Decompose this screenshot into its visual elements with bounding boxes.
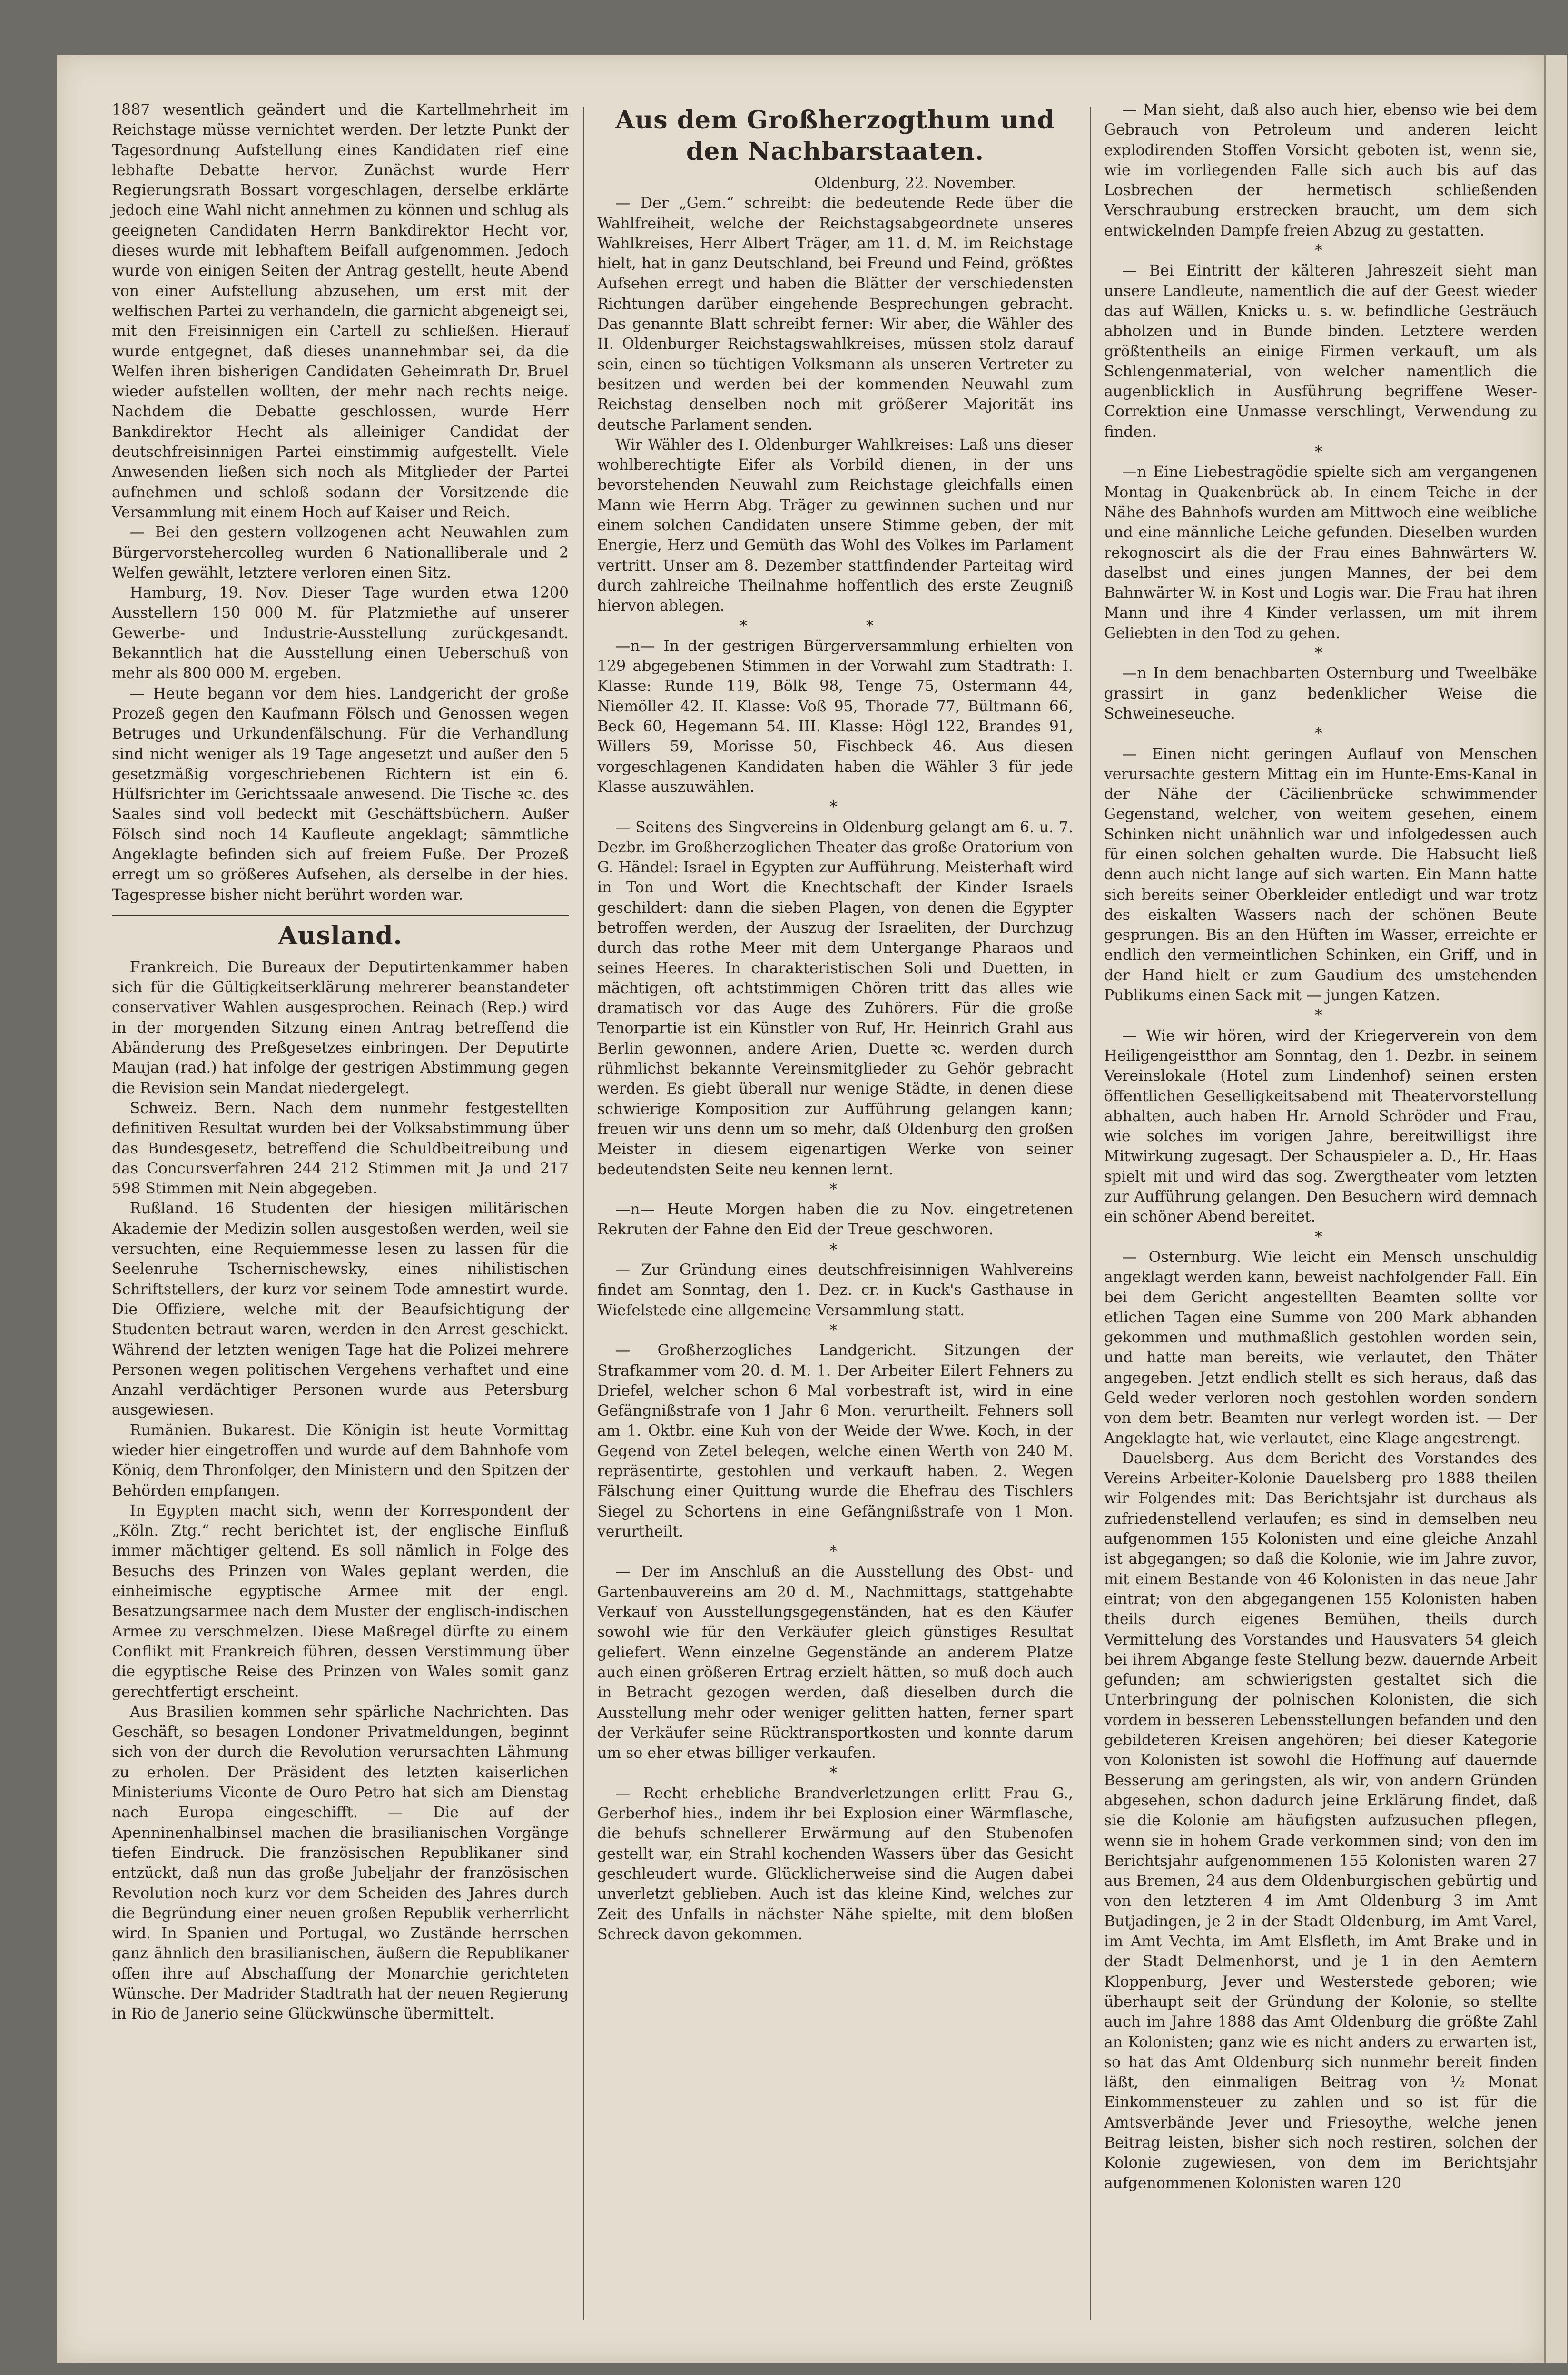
article-paragraph: — Wie wir hören, wird der Kriegerverein von dem Heiligengeistthor am Sonntag, den 1. Dezbr. in seinem Vereinslokale (Hotel zum Lindenhof) seinen ersten öffentlichen Geselligkeitsabend mit Theatervorstellung abhalten, auch haben Hr. Arnold Schröder und Frau, wie solches im vorigen Jahre, bereitwilligst ihre Mitwirkung zugesagt. Der Schauspieler a. D., Hr. Haas spielt mit und wird das sog. Zwergtheater vom letzten zur Aufführung gelangen. Den Besuchern wird demnach ein schöner Abend bereitet. [1104,1027,1537,1226]
newspaper-page [57,55,1544,2363]
article-paragraph: —n— Heute Morgen haben die zu Nov. eingetretenen Rekruten der Fahne den Eid der Treue geschworen. [597,1201,1073,1239]
article-paragraph: — Zur Gründung eines deutschfreisinnigen Wahlvereins findet am Sonntag, den 1. Dez. cr. in Kuck's Gasthause in Wiefelstede eine allgemeine Versammlung statt. [597,1261,1073,1319]
column-right [1104,100,1537,2317]
article-paragraph: —n In dem benachbarten Osternburg und Tweelbäke grassirt in ganz bedenklicher Weise die Schweineseuche. [1104,665,1537,722]
article-paragraph: — Heute begann vor dem hies. Landgericht der große Prozeß gegen den Kaufmann Fölsch und Genossen wegen Betruges und Urkundenfälschung. Für die Verhandlung sind nicht weniger als 19 Tage angesetzt und außer den 5 gesetzmäßig vorgeschriebenen Richtern ist ein 6. Hülfsrichter im Gerichtssaale anwesend. Die Tische ꝛc. des Saales sind voll bedeckt mit Geschäftsbüchern. Außer Fölsch sind noch 14 Kaufleute angeklagt; sämmtliche Angeklagte befinden sich auf freiem Fuße. Der Prozeß erregt um so größeres Aufsehen, als derselbe in der hies. Tagespresse bisher nicht berührt worden war. [112,685,569,904]
separator-star: * [829,1241,841,1259]
column-rule [583,107,584,2320]
separator-star: * [829,1764,841,1782]
separator-star: * [1315,242,1326,260]
separator-star: * [1315,1228,1326,1246]
separator-star: * [829,1543,841,1561]
article-paragraph: — Der im Anschluß an die Ausstellung des Obst- und Gartenbauvereins am 20 d. M., Nachmittags, stattgehabte Verkauf von Ausstellungsgegenständen, hat es den Käufer sowohl wie für den Verkäufer gleich günstiges Resultat geliefert. Wenn einzelne Gegenstände an anderem Platze auch einen größeren Ertrag erzielt hätten, so muß doch auch in Betracht gezogen werden, daß dieselben durch die Ausstellung mehr oder weniger gelitten hatten, ferner spart der Verkäufer seine Rücktransportkosten und konnte darum um so eher etwas billiger verkaufen. [597,1563,1073,1762]
section-divider [112,914,569,916]
article-paragraph: Rußland. 16 Studenten der hiesigen militärischen Akademie der Medizin sollen ausgestoßen werden, weil sie versuchten, eine Requiemmesse lesen zu lassen für die Seelenruhe Tschernischewsky, eines nihilistischen Schriftstellers, der kurz vor seinem Tode amnestirt wurde. Die Offiziere, welche mit der Beaufsichtigung der Studenten betraut waren, werden in den Arrest geschickt. Während der letzten wenigen Tage hat die Polizei mehrere Personen wegen politischen Vergehens verhaftet und eine Anzahl verdächtiger Personen wurde aus Petersburg ausgewiesen. [112,1200,569,1419]
separator-stars: * * [740,617,931,635]
article-paragraph: 1887 wesentlich geändert und die Kartellmehrheit im Reichstage müsse vernichtet werden. Der letzte Punkt der Tagesordnung Aufstellung eines Kandidaten rief eine lebhafte Debatte hervor. Zunächst wurde Herr Regierungsrath Bossart vorgeschlagen, derselbe erklärte jedoch eine Wahl nicht annehmen zu können und schlug als geeigneten Candidaten Herrn Bankdirektor Hecht vor, dieses wurde mit lebhaftem Beifall aufgenommen. Jedoch wurde von einigen Seiten der Antrag gestellt, heute Abend von einer Aufstellung abzusehen, um erst mit der welfischen Partei zu verhandeln, die garnicht abgeneigt sei, mit den Freisinnigen ein Cartell zu schließen. Hierauf wurde entgegnet, daß dieses unannehmbar sei, da die Welfen ihren bisherigen Candidaten Geheimrath Dr. Bruel wieder aufstellen wollten, der mehr nach rechts neige. Nachdem die Debatte geschlossen, wurde Herr Bankdirektor Hecht als alleiniger Candidat der deutschfreisinnigen Partei einstimmig aufgestellt. Viele Anwesenden ließen sich noch als Mitglieder der Partei aufnehmen und schloß sodann der Vorsitzende die Versammlung mit einem Hoch auf Kaiser und Reich. [112,101,569,521]
page-edge [1544,55,1567,2363]
column-middle [597,100,1073,2317]
article-paragraph: — Großherzogliches Landgericht. Sitzungen der Strafkammer vom 20. d. M. 1. Der Arbeiter Eilert Fehners zu Driefel, welcher schon 6 Mal vorbestraft ist, wird in eine Gefängnißstrafe von 1 Jahr 6 Mon. verurtheilt. Fehners soll am 1. Oktbr. eine Kuh von der Weide der Wwe. Koch, in der Gegend von Zetel belegen, welche einen Werth von 240 M. repräsentirte, gestohlen und verkauft haben. 2. Wegen Fälschung einer Quittung wurde die Ehefrau des Tischlers Siegel zu Schortens in eine Gefängnißstrafe von 1 Mon. verurtheilt. [597,1342,1073,1540]
separator-star: * [1315,725,1326,743]
section-title-grossherzogthum: Aus dem Großherzogthum und den Nachbarstaaten. [615,106,1055,166]
article-paragraph: Aus Brasilien kommen sehr spärliche Nachrichten. Das Geschäft, so besagen Londoner Privatmeldungen, beginnt sich von der durch die Revolution verursachten Lähmung zu erholen. Der Präsident des letzten kaiserlichen Ministeriums Viconte de Ouro Petro hat sich am Dienstag nach Europa eingeschifft. — Die auf der Apenninenhalbinsel machen die brasilianischen Vorgänge tiefen Eindruck. Die französischen Republikaner sind entzückt, daß nun das große Jubeljahr der französischen Revolution noch kurz vor dem Scheiden des Jahres durch die Begründung einer neuen großen Republik verherrlicht wird. In Spanien und Portugal, wo Zustände herrschen ganz ähnlich den brasilianischen, äußern die Republikaner offen ihre auf Abschaffung der Monarchie gerichteten Wünsche. Der Madrider Stadtrath hat der neuen Regierung in Rio de Janerio seine Glückwünsche übermittelt. [112,1703,569,2023]
article-paragraph: In Egypten macht sich, wenn der Korrespondent der „Köln. Ztg.“ recht berichtet ist, der englische Einfluß immer mächtiger geltend. Es soll nämlich in Folge des Besuchs des Prinzen von Wales geplant werden, die einheimische egyptische Armee mit der engl. Besatzungsarmee nach dem Muster der englisch-indischen Armee zu verschmelzen. Diese Maßregel dürfte zu einem Conflikt mit Frankreich führen, dessen Verstimmung über die egyptische Reise des Prinzen von Wales somit ganz gerechtfertigt erscheint. [112,1502,569,1701]
article-paragraph: — Man sieht, daß also auch hier, ebenso wie bei dem Gebrauch von Petroleum und anderen leicht explodirenden Stoffen Vorsicht geboten ist, wenn sie, wie im vorliegenden Falle sich auch bis auf das Losbrechen der hermetisch schließenden Verschraubung erstrecken braucht, um dem sich entwickelnden Dampfe freien Abzug zu gestatten. [1104,101,1537,239]
article-paragraph: — Bei den gestern vollzogenen acht Neuwahlen zum Bürgervorstehercolleg wurden 6 Nationalliberale und 2 Welfen gewählt, letztere verloren einen Sitz. [112,524,569,581]
separator-star: * [829,798,841,816]
article-paragraph: Hamburg, 19. Nov. Dieser Tage wurden etwa 1200 Ausstellern 150 000 M. für Platzmiethe auf unserer Gewerbe- und Industrie-Ausstellung zurückgesandt. Bekanntlich hat die Ausstellung einen Ueberschuß von mehr als 800 000 M. ergeben. [112,584,569,682]
separator-star: * [829,1181,841,1198]
dateline: Oldenburg, 22. November. [814,175,1016,192]
article-paragraph: — Osternburg. Wie leicht ein Mensch unschuldig angeklagt werden kann, beweist nachfolgender Fall. Ein bei dem Gericht angestellten Beamten sollte vor etlichen Tagen eine Summe von 200 Mark abhanden gekommen und muthmaßlich gestohlen worden sein, und hatte man bereits, wie verlautet, den Thäter angegeben. Jetzt endlich stellt es sich heraus, daß das Geld weder verloren noch gestohlen worden sondern von dem betr. Beamten nur verlegt worden ist. — Der Angeklagte hat, wie verlautet, eine Klage angestrengt. [1104,1248,1537,1447]
article-paragraph: — Recht erhebliche Brandverletzungen erlitt Frau G., Gerberhof hies., indem ihr bei Explosion einer Wärmflasche, die behufs schnellerer Erwärmung auf den Stubenofen gestellt war, ein Strahl kochenden Wassers über das Gesicht geschleudert wurde. Glücklicherweise sind die Augen dabei unverletzt geblieben. Auch ist das kleine Kind, welches zur Zeit des Unfalls in nächster Nähe spielte, mit dem bloßen Schreck davon gekommen. [597,1784,1073,1943]
section-title-ausland: Ausland. [278,921,403,950]
separator-star: * [1315,645,1326,662]
article-paragraph: —n Eine Liebestragödie spielte sich am vergangenen Montag in Quakenbrück ab. In einem Teiche in der Nähe des Bahnhofs wurden am Mittwoch eine weibliche und eine männliche Leiche gefunden. Dieselben wurden rekognoscirt als die der Frau eines Bahnwärters W. daselbst und eines jungen Mannes, der bei dem Bahnwärter W. in Kost und Logis war. Die Frau hat ihren Mann und ihre 4 Kinder verlassen, um mit ihrem Geliebten in den Tod zu gehen. [1104,463,1537,642]
separator-star: * [1315,1007,1326,1025]
article-paragraph: — Bei Eintritt der kälteren Jahreszeit sieht man unsere Landleute, namentlich die auf der Geest wieder das auf Wällen, Knicks u. s. w. befindliche Gesträuch abholzen und in Bunde binden. Letztere werden größtentheils an einige Firmen verkauft, um als Schlengenmaterial, von welcher namentlich die augenblicklich in Ausführung begriffene Weser-Correktion eine Unmasse verschlingt, Verwendung zu finden. [1104,262,1537,441]
article-paragraph: Rumänien. Bukarest. Die Königin ist heute Vormittag wieder hier eingetroffen und wurde auf dem Bahnhofe vom König, dem Thronfolger, den Ministern und den Spitzen der Behörden empfangen. [112,1421,569,1499]
article-paragraph: Frankreich. Die Bureaux der Deputirtenkammer haben sich für die Gültigkeitserklärung mehrerer beanstandeter conservativer Wahlen ausgesprochen. Reinach (Rep.) wird in der morgenden Sitzung einen Antrag betreffend die Abänderung des Preßgesetzes einbringen. Der Deputirte Maujan (rad.) hat infolge der gestrigen Abstimmung gegen die Revision sein Mandat niedergelegt. [112,958,569,1097]
article-paragraph: — Seitens des Singvereins in Oldenburg gelangt am 6. u. 7. Dezbr. im Großherzoglichen Theater das große Oratorium von G. Händel: Israel in Egypten zur Aufführung. Meisterhaft wird in Ton und Wort die Knechtschaft der Kinder Israels geschildert: dann die sieben Plagen, von denen die Egypter betroffen werden, der Auszug der Israeliten, der Durchzug durch das rothe Meer mit dem Untergange Pharaos und seines Heeres. In charakteristischen Soli und Duetten, in mächtigen, oft achtstimmigen Chören tritt das alles wie dramatisch vor das Auge des Zuhörers. Für die große Tenorpartie ist ein Künstler von Ruf, Hr. Heinrich Grahl aus Berlin gewonnen, andere Arien, Duette ꝛc. werden durch rühmlichst bekannte Vereinsmitglieder zu Gehör gebracht werden. Es giebt überall nur wenige Städte, in denen diese schwierige Komposition zur Aufführung gelangen kann; freuen wir uns denn um so mehr, daß Oldenburg den großen Meister in diesem eigenartigen Werke von seiner bedeutendsten Seite neu kennen lernt. [597,818,1073,1178]
article-paragraph: Schweiz. Bern. Nach dem nunmehr festgestellten definitiven Resultat wurden bei der Volksabstimmung über das Bundesgesetz, betreffend die Schuldbeitreibung und das Concursverfahren 244 212 Stimmen mit Ja und 217 598 Stimmen mit Nein abgegeben. [112,1099,569,1198]
separator-star: * [1315,443,1326,461]
article-paragraph: Dauelsberg. Aus dem Bericht des Vorstandes des Vereins Arbeiter-Kolonie Dauelsberg pro 1888 theilen wir Folgendes mit: Das Berichtsjahr ist durchaus als zufriedenstellend verlaufen; es sind in demselben neu aufgenommen 155 Kolonisten und eine gleiche Anzahl ist abgegangen; so daß die Kolonie, wie im Jahre zuvor, mit einem Bestande von 46 Kolonisten in das neue Jahr eintrat; von den abgegangenen 155 Kolonisten haben theils durch eigenes Bemühen, theils durch Vermittelung des Vorstandes und Hausvaters 54 gleich bei ihrem Abgange feste Stellung bezw. dauernde Arbeit gefunden; am schwierigsten gestaltet sich die Unterbringung der polnischen Kolonisten, die sich vordem in besseren Lebensstellungen befanden und den gebildeteren Kreisen angehören; bei dieser Kategorie von Kolonisten ist sowohl die Hoffnung auf dauernde Besserung am geringsten, als wir, von andern Gründen abgesehen, schon dadurch jeine Erklärung findet, daß sie die Kolonie am häufigsten aufzusuchen pflegen, wenn sie in hohem Grade verkommen sind; von den im Berichtsjahr aufgenommenen 155 Kolonisten waren 27 aus Bremen, 24 aus dem Oldenburgischen gebürtig und von den letzteren 4 im Amt Oldenburg 3 im Amt Butjadingen, je 2 in der Stadt Oldenburg, im Amt Varel, im Amt Vechta, im Amt Elsfleth, im Amt Brake und in der Stadt Delmenhorst, und je 1 in den Aemtern Kloppenburg, Jever und Westerstede geboren; wie überhaupt seit der Gründung der Kolonie, so stellte auch im Jahre 1888 das Amt Oldenburg die größte Zahl an Kolonisten; ganz wie es nicht anders zu erwarten ist, so hat das Amt Oldenburg sich nunmehr bereit finden läßt, den einmaligen Beitrag von ½ Monat Einkommensteuer zu zahlen und so ist für die Amtsverbände Jever und Friesoythe, welche jenen Beitrag leisten, bisher sich noch restiren, solchen der Kolonie zugewiesen, von dem im Berichtsjahr aufgenommenen Kolonisten waren 120 [1104,1449,1537,2192]
separator-star: * [829,1321,841,1339]
article-paragraph: — Einen nicht geringen Auflauf von Menschen verursachte gestern Mittag ein im Hunte-Ems-Kanal in der Nähe der Cäcilienbrücke schwimmender Gegenstand, welcher, von weitem gesehen, einem Schinken nicht unähnlich war und infolgedessen auch für einen solchen gehalten wurde. Die Habsucht ließ denn auch nicht lange auf sich warten. Ein Mann hatte sich bereits seiner Oberkleider entledigt und war trotz des eiskalten Wassers nach der schönen Beute gesprungen. Bis an den Hüften im Wasser, erreichte er endlich den vermeintlichen Schinken, ein Griff, und in der Hand hielt er zum Gaudium des umstehenden Publikums einen Sack mit — jungen Katzen. [1104,745,1537,1005]
column-rule [1090,107,1091,2320]
article-paragraph: — Der „Gem.“ schreibt: die bedeutende Rede über die Wahlfreiheit, welche der Reichstagsabgeordnete unseres Wahlkreises, Herr Albert Träger, am 11. d. M. im Reichstage hielt, hat in ganz Deutschland, bei Freund und Feind, größtes Aufsehen erregt und haben die Blätter der verschiedensten Richtungen darüber eingehende Besprechungen gebracht. Das genannte Blatt schreibt ferner: Wir aber, die Wähler des II. Oldenburger Reichstagswahlkreises, müssen stolz darauf sein, einen so tüchtigen Volksmann als unseren Vertreter zu besitzen und werden bei der kommenden Neuwahl zum Reichstag denselben noch mit größerer Majorität ins deutsche Parlament senden. [597,195,1073,434]
article-paragraph: Wir Wähler des I. Oldenburger Wahlkreises: Laß uns dieser wohlberechtigte Eifer als Vorbild dienen, in der uns bevorstehenden Neuwahl zum Reichstage gleichfalls einen Mann wie Herrn Abg. Träger zu gewinnen suchen und nur einem solchen Candidaten unsere Stimme geben, der mit Energie, Herz und Gemüth das Wohl des Volkes im Parlament vertritt. Unser am 8. Dezember stattfindender Parteitag wird durch zahlreiche Theilnahme hoffentlich des erste Zeugniß hiervon ablegen. [597,436,1073,615]
article-paragraph: —n— In der gestrigen Bürgerversammlung erhielten von 129 abgegebenen Stimmen in der Vorwahl zum Stadtrath: I. Klasse: Runde 119, Bölk 98, Tenge 75, Ostermann 44, Niemöller 42. II. Klasse: Voß 95, Thorade 77, Bültmann 66, Beck 60, Hegemann 54. III. Klasse: Högl 122, Brandes 91, Willers 59, Morisse 50, Fischbeck 46. Aus diesen vorgeschlagenen Kandidaten haben die Wähler 3 für jede Klasse auszuwählen. [597,637,1073,796]
column-left [112,100,569,2317]
